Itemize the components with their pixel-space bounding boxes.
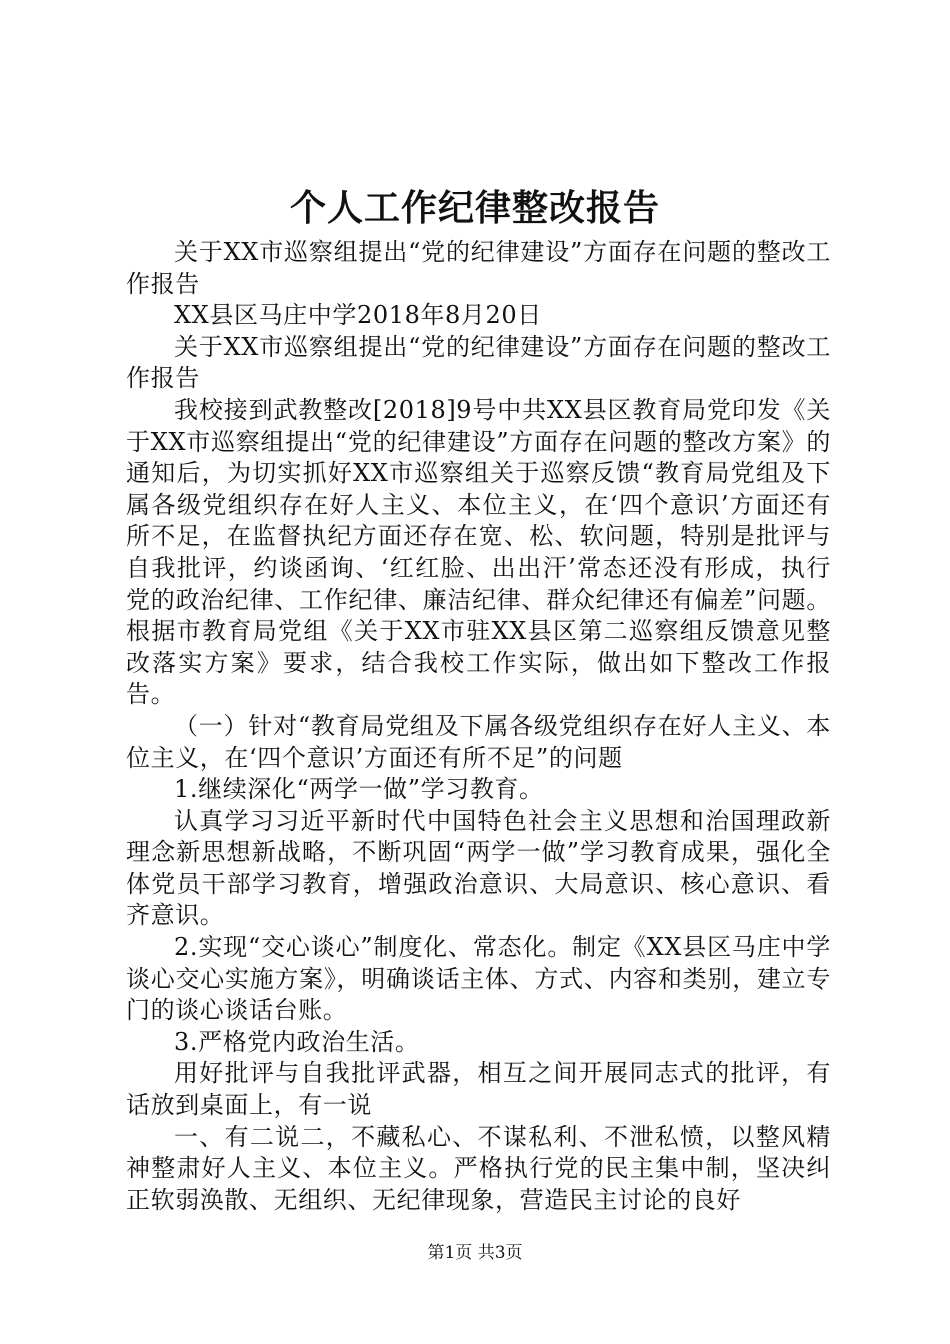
paragraph: 认真学习习近平新时代中国特色社会主义思想和治国理政新理念新思想新战略，不断巩固“两学一做”学习教育成果，强化全体党员干部学习教育，增强政治意识、大局意识、核心意识、看齐意识。 [126,806,831,930]
paragraph: 3.严格党内政治生活。 [174,1027,420,1056]
paragraph: 用好批评与自我批评武器，相互之间开展同志式的批评，有话放到桌面上，有一说 [126,1059,831,1120]
paragraph: 一、有二说二，不藏私心、不谋私利、不泄私愤，以整风精神整肃好人主义、本位主义。严格执行党的民主集中制，坚决纠正软弱涣散、无组织、无纪律现象，营造民主讨论的良好 [126,1122,831,1214]
paragraph: XX县区马庄中学2018年8月20日 [174,301,542,330]
paragraph: 2.实现“交心谈心”制度化、常态化。制定《XX县区马庄中学谈心交心实施方案》，明确谈话主体、方式、内容和类别，建立专门的谈心谈话台账。 [126,933,831,1025]
paragraph: （一）针对“教育局党组及下属各级党组织存在好人主义、本位主义，在‘四个意识’方面还有所不足”的问题 [126,711,831,772]
paragraph: 1.继续深化“两学一做”学习教育。 [174,775,544,804]
paragraph: 关于XX市巡察组提出“党的纪律建设”方面存在问题的整改工作报告 [126,238,831,298]
document-body [126,237,831,1216]
document-title: 个人工作纪律整改报告 [289,187,660,229]
paragraph: 关于XX市巡察组提出“党的纪律建设”方面存在问题的整改工作报告 [126,332,831,393]
paragraph: 我校接到武教整改[2018]9号中共XX县区教育局党印发《关于XX市巡察组提出“党的纪律建设”方面存在问题的整改方案》的通知后，为切实抓好XX市巡察组关于巡察反馈“教育局党组及下属各级党组织存在好人主义、本位主义，在‘四个意识’方面还有所不足，在监督执纪方面还存在宽、松、软问题，特别是批评与自我批评，约谈函询、‘红红脸、出出汗’常态还没有形成，执行党的政治纪律、工作纪律、廉洁纪律、群众纪律还有偏差”问题。根据市教育局党组《关于XX市驻XX县区第二巡察组反馈意见整改落实方案》要求，结合我校工作实际，做出如下整改工作报告。 [126,395,831,709]
page-number-footer: 第1页 共3页 [427,1243,523,1263]
